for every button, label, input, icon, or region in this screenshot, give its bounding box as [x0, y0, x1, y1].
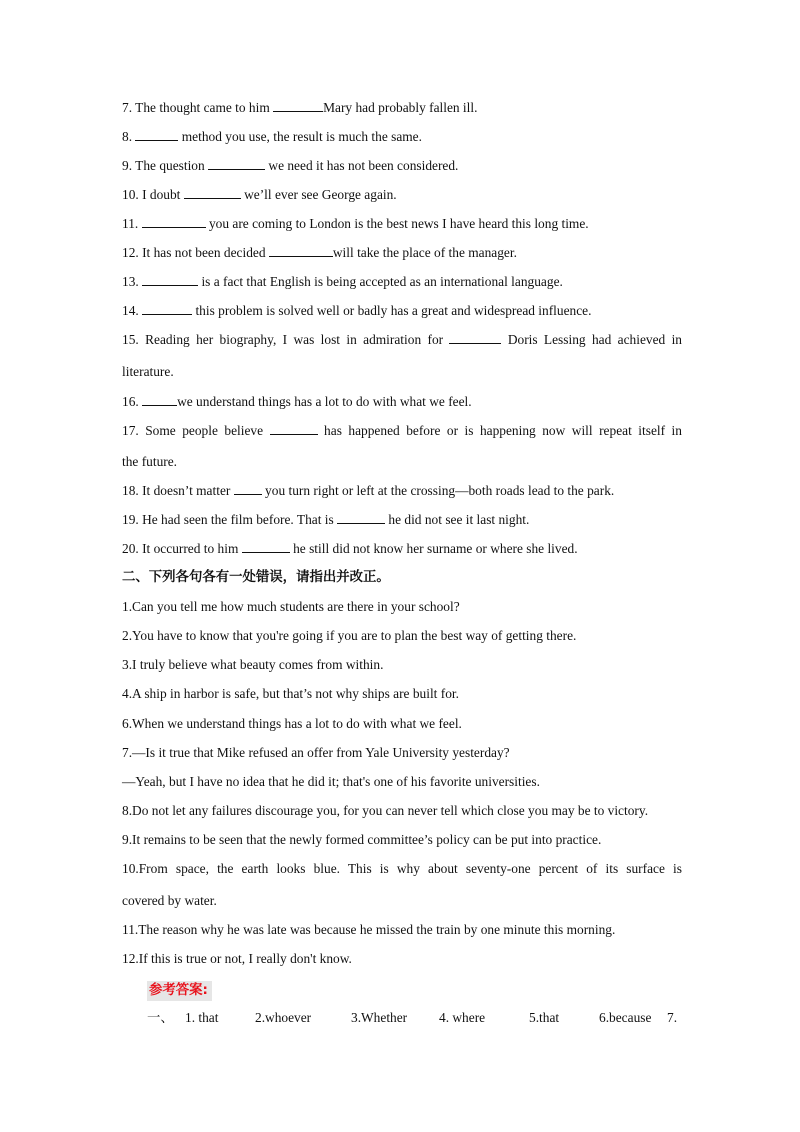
section-heading: 二、下列各句各有一处错误，请指出并改正。 [122, 570, 390, 585]
error-sentence-8: 8.Do not let any failures discourage you, for you can never tell which close you may be to victory. [122, 803, 649, 818]
question-13: 13. is a fact that English is being accepted as an international language. [122, 274, 563, 289]
answer-item: 1. that [185, 1010, 219, 1025]
error-sentence-7: 7.—Is it true that Mike refused an offer from Yale University yesterday? [122, 745, 510, 760]
answer-blank [449, 331, 501, 344]
answer-blank [242, 540, 290, 553]
answer-key-label: 参考答案: [147, 981, 212, 1001]
question-20: 20. It occurred to him he still did not know her surname or where she lived. [122, 541, 578, 556]
answer-blank [142, 302, 192, 315]
question-15: 15. Reading her biography, I was lost in admiration for Doris Lessing had achieved in [122, 332, 682, 347]
answer-blank [270, 422, 318, 435]
answer-item: 2.whoever [255, 1010, 312, 1025]
answer-blank [142, 393, 177, 406]
error-sentence-12: 12.If this is true or not, I really don't know. [122, 951, 352, 966]
answer-item: 6.because [599, 1010, 652, 1025]
answer-blank [269, 244, 333, 257]
error-sentence-3: 3.I truly believe what beauty comes from within. [122, 657, 384, 672]
answer-item: 5.that [529, 1010, 560, 1025]
question-18: 18. It doesn’t matter you turn right or left at the crossing—both roads lead to the park. [122, 483, 615, 498]
answer-blank [135, 128, 178, 141]
question-10: 10. I doubt we’ll ever see George again. [122, 187, 397, 202]
question-7: 7. The thought came to him Mary had probably fallen ill. [122, 100, 478, 115]
error-sentence-10: 10.From space, the earth looks blue. This is why about seventy-one percent of its surface is [122, 861, 682, 876]
question-12: 12. It has not been decided will take the place of the manager. [122, 245, 517, 260]
question-17-continued: the future. [122, 454, 178, 469]
answer-blank [184, 186, 241, 199]
question-8: 8. method you use, the result is much the same. [122, 129, 422, 144]
question-15-continued: literature. [122, 364, 174, 379]
answer-blank [337, 511, 385, 524]
error-sentence-9: 9.It remains to be seen that the newly formed committee’s policy can be put into practice. [122, 832, 602, 847]
error-sentence-6: 6.When we understand things has a lot to do with what we feel. [122, 716, 462, 731]
answer-blank [142, 215, 206, 228]
answer-item: 4. where [439, 1010, 486, 1025]
question-14: 14. this problem is solved well or badly has a great and widespread influence. [122, 303, 592, 318]
error-sentence-1: 1.Can you tell me how much students are there in your school? [122, 599, 460, 614]
question-16: 16. we understand things has a lot to do with what we feel. [122, 394, 472, 409]
answer-blank [234, 482, 262, 495]
answer-item: 3.Whether [351, 1010, 408, 1025]
question-9: 9. The question we need it has not been considered. [122, 158, 459, 173]
error-sentence-10-continued: covered by water. [122, 893, 217, 908]
error-sentence-2: 2.You have to know that you're going if you are to plan the best way of getting there. [122, 628, 577, 643]
question-17: 17. Some people believe has happened before or is happening now will repeat itself in [122, 423, 682, 438]
answer-blank [142, 273, 198, 286]
question-11: 11. you are coming to London is the best news I have heard this long time. [122, 216, 589, 231]
answer-item: 7. [667, 1010, 678, 1025]
answer-blank [208, 157, 265, 170]
error-sentence-11: 11.The reason why he was late was because he missed the train by one minute this morning. [122, 922, 616, 937]
answer-section-prefix: 一、 [147, 1010, 174, 1025]
error-sentence-4: 4.A ship in harbor is safe, but that’s not why ships are built for. [122, 686, 459, 701]
answer-blank [273, 99, 323, 112]
error-sentence-7-reply: —Yeah, but I have no idea that he did it; that's one of his favorite universities. [122, 774, 540, 789]
question-19: 19. He had seen the film before. That is he did not see it last night. [122, 512, 530, 527]
